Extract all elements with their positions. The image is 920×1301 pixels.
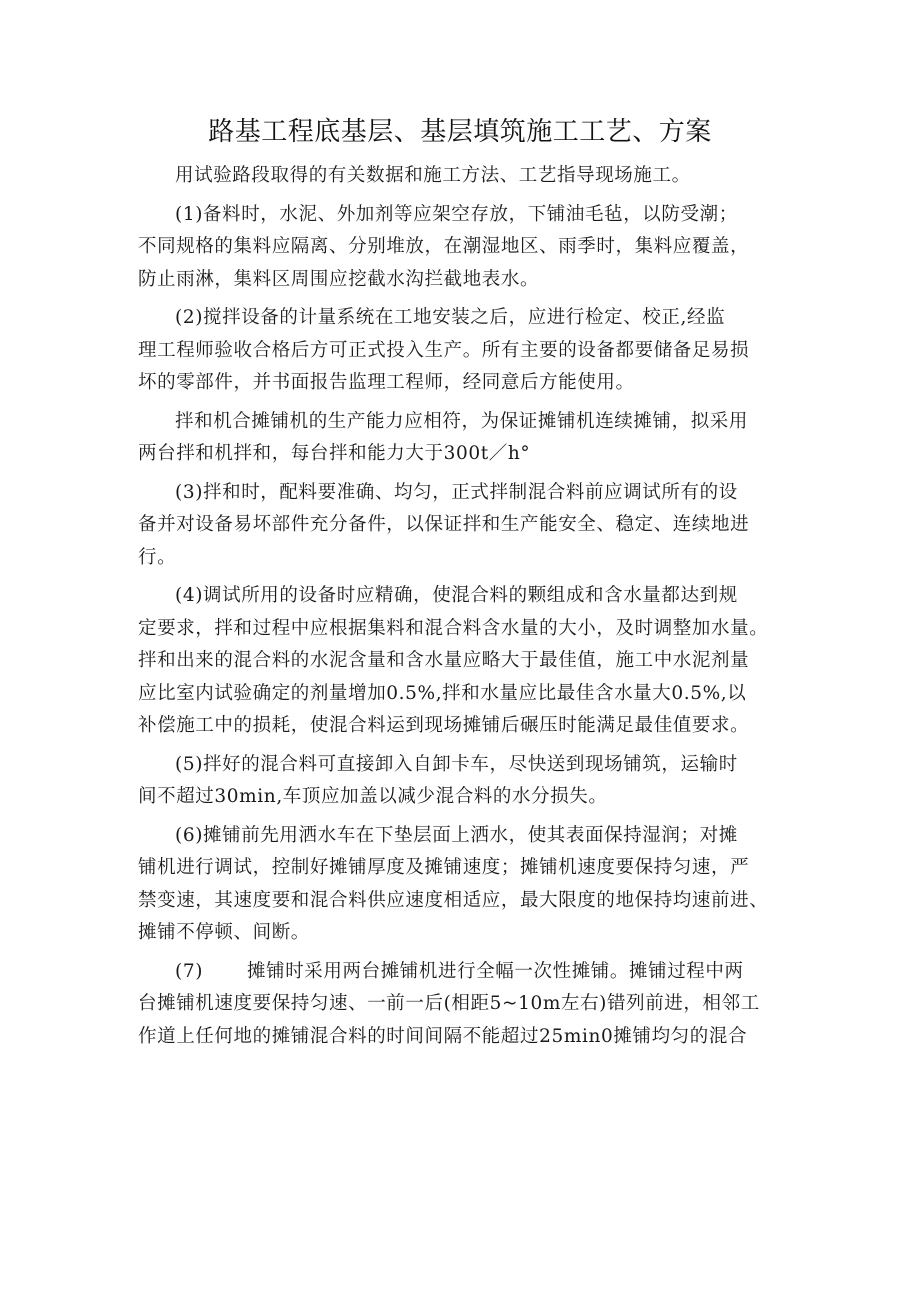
text-line: (3)拌和时，配料要准确、均匀，正式拌制混合料前应调试所有的设 [175,481,738,503]
paragraph-mixer-capacity [138,406,798,471]
document-body [138,160,798,1053]
text-line: 作道上任何地的摊铺混合料的时间间隔不能超过25min0摊铺均匀的混合 [138,1025,748,1047]
text-line [138,956,798,989]
text-line: 理工程师验收合格后方可正式投入生产。所有主要的设备都要储备足易损 [138,339,750,361]
text-line: 用试验路段取得的有关数据和施工方法、工艺指导现场施工。 [175,165,691,186]
text-line: 坏的零部件，并书面报告监理工程师，经同意后方能使用。 [138,372,635,393]
text-line: 铺机进行调试，控制好摊铺厚度及摊铺速度；摊铺机速度要保持匀速，严 [138,857,750,878]
document-title: 路基工程底基层、基层填筑施工工艺、方案 [208,117,712,147]
text-line: 定要求，拌和过程中应根据集料和混合料含水量的大小，及时调整加水量。 [138,617,769,639]
text-line: 摊铺不停顿、间断。 [138,922,310,943]
paragraph-intro [138,160,798,193]
text-line: 补偿施工中的损耗，使混合料运到现场摊铺后碾压时能满足最佳值要求。 [138,715,750,736]
text-line: (4)调试所用的设备时应精确，使混合料的颗组成和含水量都达到规 [175,585,738,606]
text-line: 不同规格的集料应隔离、分别堆放，在潮湿地区、雨季时，集料应覆盖， [138,236,750,257]
text-line: 禁变速，其速度要和混合料供应速度相适应，最大限度的地保持均速前进、 [138,889,769,911]
paragraph-6 [138,820,798,950]
text-line: 间不超过30min,车顶应加盖以减少混合料的水分损失。 [138,786,608,807]
text-line: 行。 [138,546,177,568]
text-line: (1)备料时，水泥、外加剂等应架空存放，下铺油毛毡，以防受潮； [175,203,738,225]
text-line: 台摊铺机速度要保持匀速、一前一后(相距5~10m左右)错列前进，相邻工 [138,993,760,1014]
paragraph-5 [138,749,798,814]
paragraph-7 [138,956,798,1054]
paragraph-1 [138,199,798,297]
text-line: (5)拌好的混合料可直接卸入自卸卡车，尽快送到现场铺筑，运输时 [175,753,738,775]
paragraph-2 [138,302,798,400]
paragraph-number: (7) [175,960,204,982]
text-line: (6)摊铺前先用洒水车在下垫层面上洒水，使其表面保持湿润；对摊 [175,824,738,846]
text-line: 防止雨淋，集料区周围应挖截水沟拦截地表水。 [138,268,540,290]
text-line: 两台拌和机拌和，每台拌和能力大于300t／h° [138,443,531,464]
paragraph-3 [138,477,798,575]
text-line: 应比室内试验确定的剂量增加0.5%,拌和水量应比最佳含水量大0.5%,以 [138,682,747,704]
text-line: 拌和出来的混合料的水泥含量和含水量应略大于最佳值，施工中水泥剂量 [138,650,750,671]
text-line: 拌和机合摊铺机的生产能力应相符，为保证摊铺机连续摊铺，拟采用 [175,410,749,432]
text-line: (2)搅拌设备的计量系统在工地安装之后，应进行检定、校正,经监 [175,307,726,328]
paragraph-4 [138,580,798,743]
text-line: 备并对设备易坏部件充分备件，以保证拌和生产能安全、稳定、连续地进 [138,514,750,535]
text-line-body: 摊铺时采用两台摊铺机进行全幅一次性摊铺。摊铺过程中两 [247,960,744,982]
